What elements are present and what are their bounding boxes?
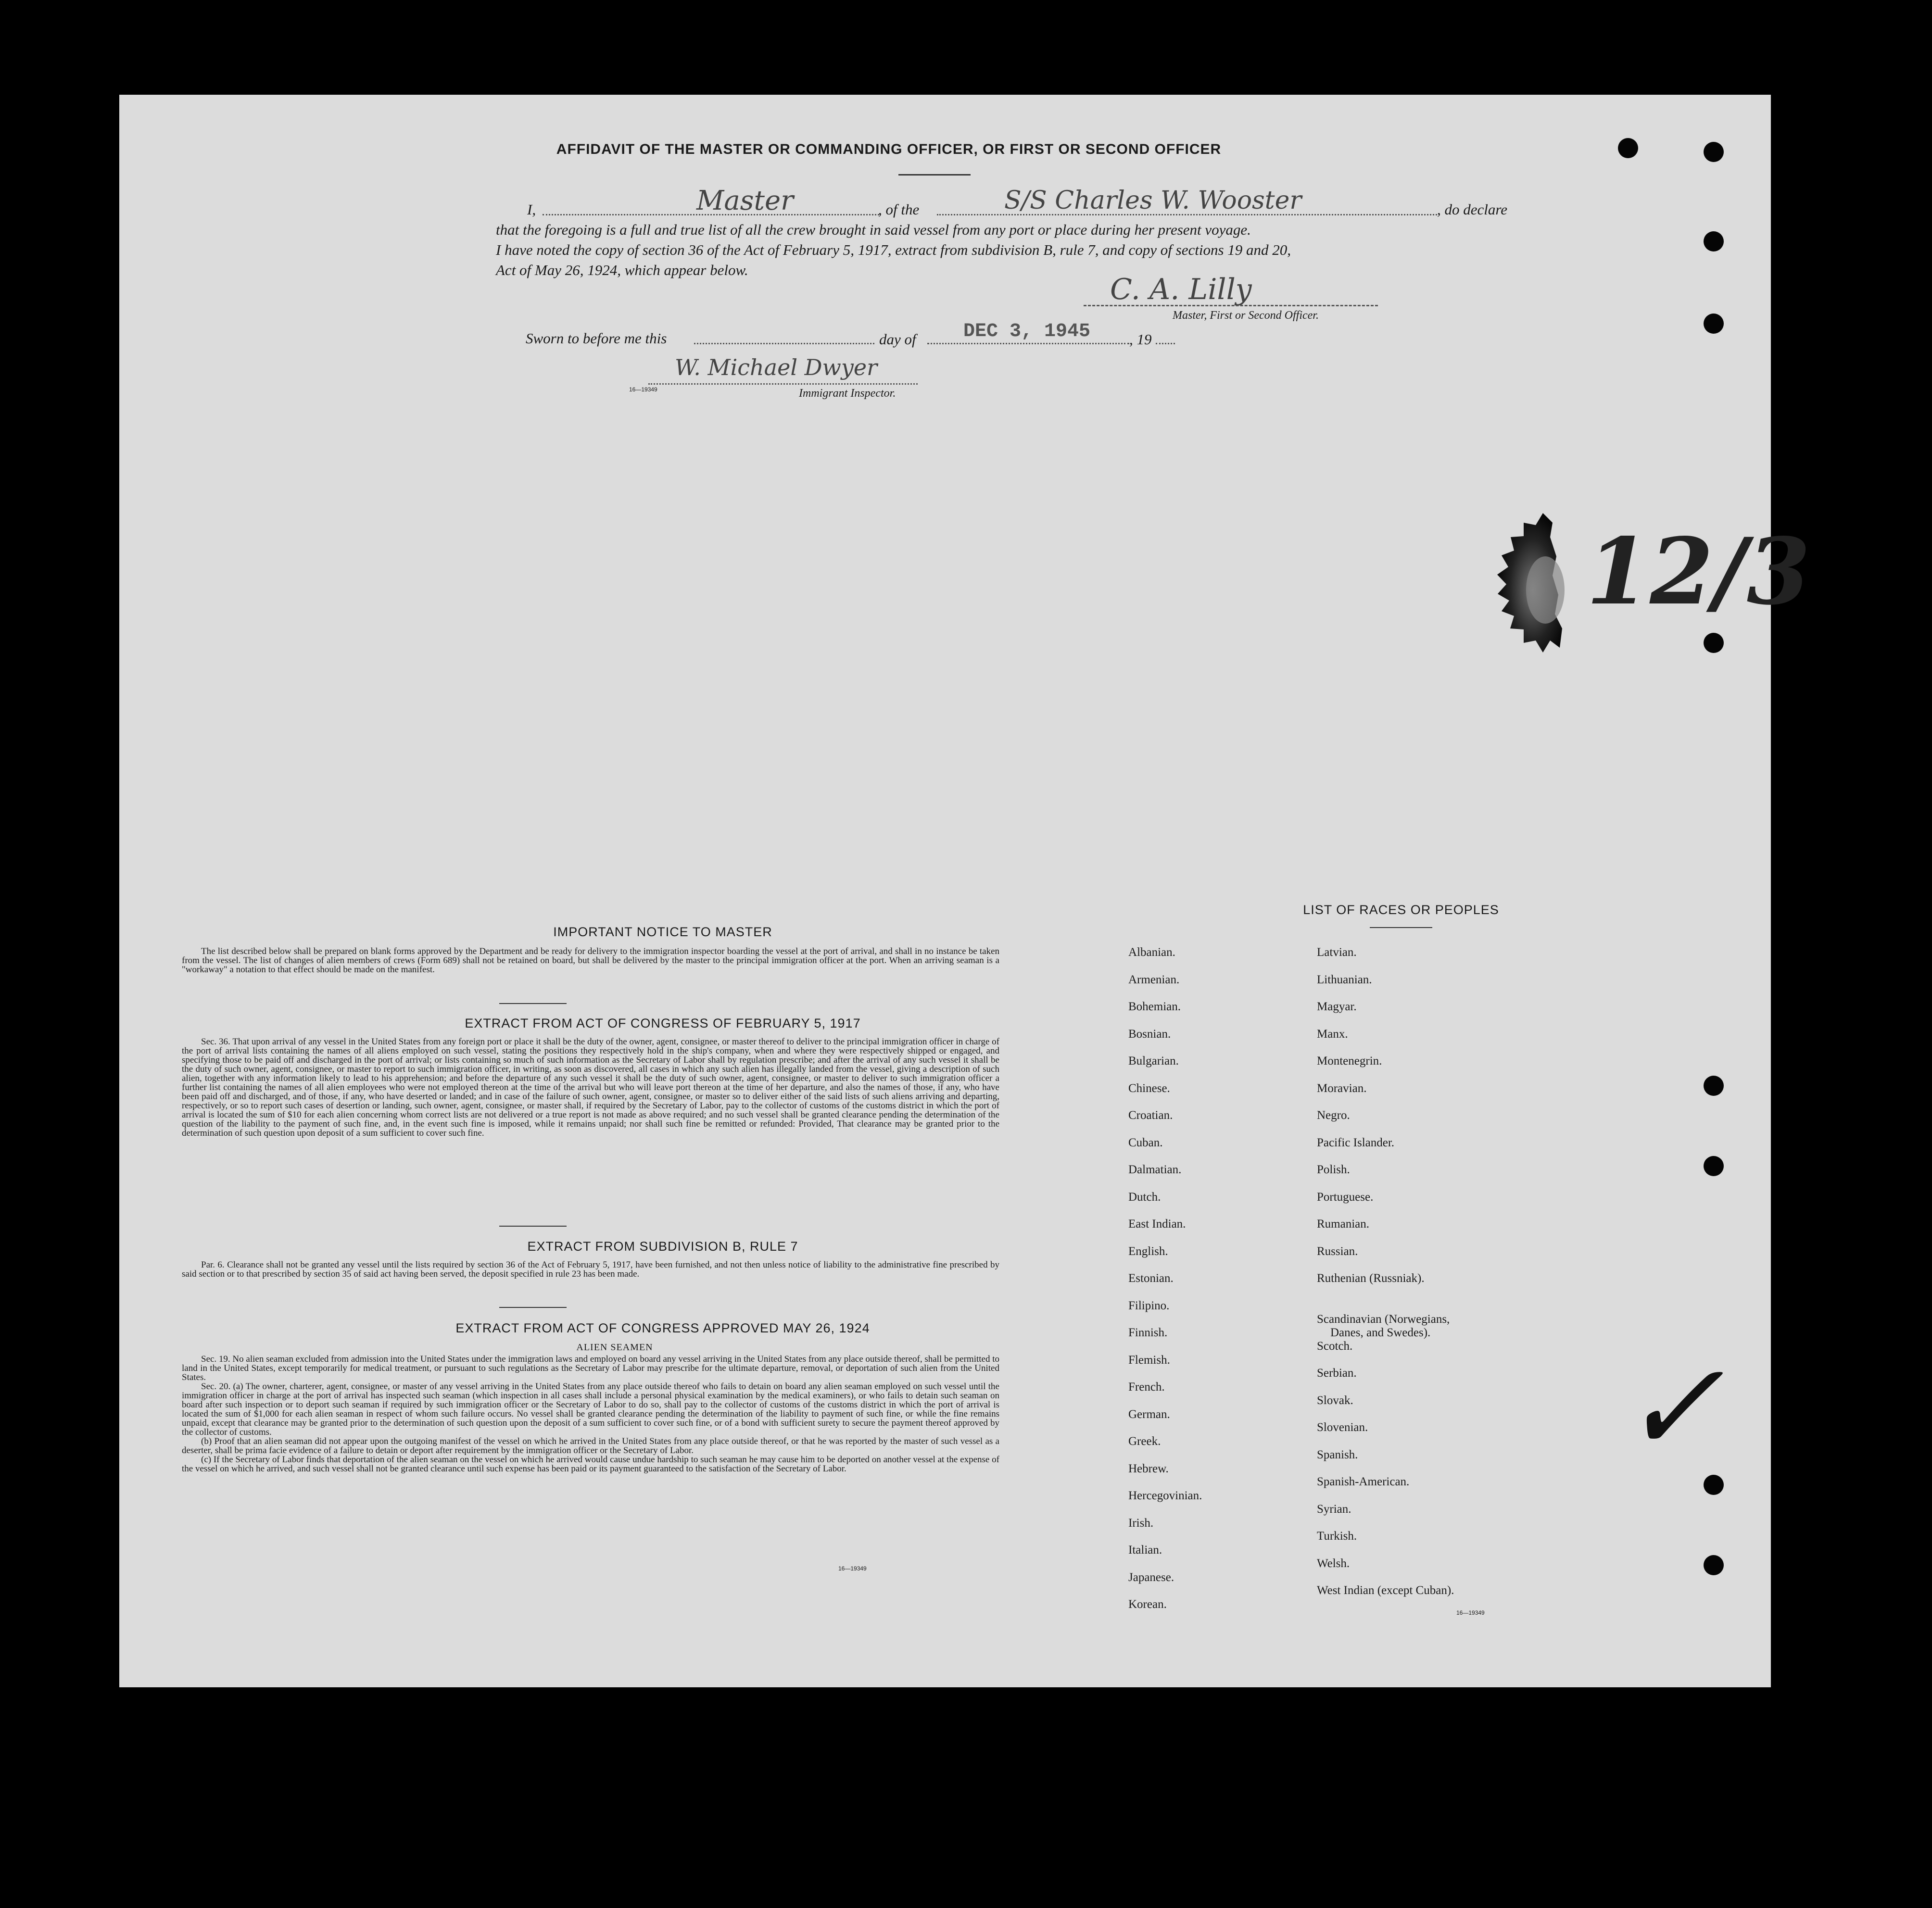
rank-handwriting: Master [696,185,794,216]
race-item: Bosnian. [1128,1027,1171,1041]
race-item: Italian. [1128,1544,1162,1557]
race-item: Scandinavian (Norwegians, [1317,1312,1450,1326]
race-item: Bohemian. [1128,1000,1181,1013]
extract-1917-text [182,1037,999,1138]
sworn-label: Sworn to before me this [526,330,667,347]
race-item: Portuguese. [1317,1190,1374,1204]
race-item: Negro. [1317,1109,1350,1122]
race-item: Armenian. [1128,973,1180,986]
punch-hole [1704,1156,1724,1176]
race-item: Welsh. [1317,1557,1350,1570]
race-item: Serbian. [1317,1367,1357,1380]
race-item: Hebrew. [1128,1462,1169,1475]
race-item: Irish. [1128,1516,1154,1530]
punch-hole [1704,633,1724,653]
race-item: Bulgarian. [1128,1054,1179,1067]
of-the-label: , of the [878,201,920,218]
race-item: Spanish-American. [1317,1475,1410,1488]
race-item: Dutch. [1128,1190,1161,1204]
punch-hole [1618,138,1638,158]
race-item: Croatian. [1128,1109,1173,1122]
race-item: West Indian (except Cuban). [1317,1584,1454,1597]
document-sheet [119,95,1811,1687]
officer-caption: Master, First or Second Officer. [1173,309,1319,322]
race-item: Syrian. [1317,1502,1351,1516]
race-item: Cuban. [1128,1136,1163,1149]
year-line [1156,343,1175,344]
separator-rule [499,1307,567,1308]
sworn-month-line [927,343,1129,344]
rule-7-text [182,1260,999,1279]
race-item: Flemish. [1128,1353,1170,1367]
punch-hole [1704,1076,1724,1096]
races-title: LIST OF RACES OR PEOPLES [1303,903,1499,917]
race-item: Montenegrin. [1317,1054,1382,1067]
races-column-2 [1317,946,1605,1611]
sworn-day-line [694,343,874,344]
check-mark: ✓ [1620,1335,1725,1481]
date-stamp: DEC 3, 1945 [963,321,1091,342]
race-item: Hercegovinian. [1128,1489,1202,1502]
race-item: Filipino. [1128,1299,1170,1312]
race-item: Polish. [1317,1163,1350,1176]
punch-hole [1704,142,1724,162]
declaration-i: I, [527,201,536,218]
section-20b-paragraph: (b) Proof that an alien seaman did not appear upon the outgoing manifest of the vessel on which he arrived in the United States from any place outside thereof, or that he was reported by the master of such vessel as a deserter, shall be prima facie evidence of a failure to detain or deport after requirement by the immigration officer or the Secretary of Labor. [182,1436,999,1456]
punch-hole [1704,231,1724,251]
affidavit-title: AFFIDAVIT OF THE MASTER OR COMMANDING OFFICER, OR FIRST OR SECOND OFFICER [556,141,1222,157]
affidavit-form-number: 16—19349 [629,386,657,393]
race-item: German. [1128,1407,1170,1421]
section-19-paragraph: Sec. 19. No alien seaman excluded from admission into the United States under the immigration laws and employed on board any vessel arriving in the United States from any place outside thereof, shall be permitted to land in the United States, except temporarily for medical treatment, or pursuant to such regulations as the Secretary of Labor may prescribe for the ultimate departure, removal, or deportation of such alien from the United States. [182,1354,999,1382]
separator-rule [499,1226,567,1227]
race-item: Slovenian. [1317,1421,1368,1434]
separator-rule [499,1003,567,1004]
race-item: Magyar. [1317,1000,1357,1013]
race-item: Danes, and Swedes). [1330,1326,1431,1339]
notice-paragraph: The list described below shall be prepared on blank forms approved by the Department and be ready for delivery to the immigration inspector boarding the vessel at the port of arrival, and shall in no instance be taken from the vessel. The list of changes of alien members of crews (Form 689) shall not be retained on board, but shall be delivered by the master to the principal immigration officer at the port. When an arriving seaman is a "workaway" a notation to that effect should be made on the manifest. [182,946,999,975]
extract-1924-text [182,1355,999,1473]
races-title-rule [1370,927,1432,928]
race-item: Pacific Islander. [1317,1136,1395,1149]
embossed-seal [1452,508,1586,672]
race-item: Finnish. [1128,1326,1168,1339]
race-item: Lithuanian. [1317,973,1372,986]
race-item: Manx. [1317,1027,1348,1041]
title-rule [898,174,971,176]
race-item: Dalmatian. [1128,1163,1182,1176]
alien-seamen-subtitle: ALIEN SEAMEN [576,1342,653,1353]
races-column-1 [1128,946,1311,1625]
race-item: Korean. [1128,1598,1167,1611]
inspector-signature: W. Michael Dwyer [675,354,878,380]
punch-hole [1704,314,1724,334]
race-item: Rumanian. [1317,1218,1370,1230]
race-item: Turkish. [1317,1530,1357,1543]
inspector-caption: Immigrant Inspector. [799,387,896,400]
rule-7-paragraph: Par. 6. Clearance shall not be granted any vessel until the lists required by section 36 of the Act of February 5, 1917, have been furnished, and not then unless notice of liability to the administrative fine prescribed by said section or to that prescribed by section 35 of said act having been served, the deposit specified in rule 23 has been made. [182,1260,999,1279]
margin-date-mark: 12/3 [1586,518,1811,625]
year-prefix: , 19 [1129,331,1152,348]
day-of-label: day of [879,331,916,348]
race-item: East Indian. [1128,1218,1186,1230]
race-item: Ruthenian (Russniak). [1317,1272,1425,1285]
notice-title: IMPORTANT NOTICE TO MASTER [553,925,772,939]
do-declare-label: , do declare [1437,201,1508,218]
race-item: Moravian. [1317,1081,1367,1095]
section-20c-paragraph: (c) If the Secretary of Labor finds that deportation of the alien seaman on the vessel on which he arrived would cause undue hardship to such seaman he may cause him to be deported on another vessel at the expense of the vessel on which he arrived, and such vessel shall not be granted clearance until such expense has been paid or its payment guaranteed to the satisfaction of the Secretary of Labor. [182,1455,999,1474]
declaration-line-4: Act of May 26, 1924, which appear below. [496,262,748,278]
race-item: Albanian. [1128,946,1175,959]
race-item: Spanish. [1317,1448,1358,1461]
race-item: Slovak. [1317,1393,1353,1407]
race-item: Chinese. [1128,1081,1170,1095]
extract-form-number: 16—19349 [838,1565,867,1572]
declaration-line-3: I have noted the copy of section 36 of the Act of February 5, 1917, extract from subdivision B, rule 7, and copy of sections 19 and 20, [496,241,1291,258]
race-item: Latvian. [1317,946,1357,959]
notice-text [182,947,999,974]
declaration-line-2: that the foregoing is a full and true list of all the crew brought in said vessel from any port or place during her present voyage. [496,221,1251,238]
vessel-handwriting: S/S Charles W. Wooster [1004,186,1302,215]
rule-7-title: EXTRACT FROM SUBDIVISION B, RULE 7 [527,1239,798,1254]
section-20a-paragraph: Sec. 20. (a) The owner, charterer, agent, consignee, or master of any vessel arriving in the United States from any place outside thereof who fails to detain on board any alien seaman employed on such vessel until the immigration officer in charge at the port of arrival has inspected such seaman (which inspection in all cases shall include a personal physical examination by the medical examiners), or who fails to detain such seaman on board after such inspection or to deport such seaman if required by such immigration officer or the Secretary of Labor to do so, shall pay to the collector of customs of the customs district in which the port of arrival is located the sum of $1,000 for each alien seaman in respect of whom such failure occurs. No vessel shall be granted clearance pending the determination of the liability to payment of such fine, or while the fine remains unpaid, except that clearance may be granted prior to the determination of such question upon the deposit of a sum sufficient to cover such fine, or of a bond with sufficient surety to secure the payment thereof approved by the collector of customs. [182,1381,999,1437]
punch-hole [1704,1555,1724,1575]
section-36-paragraph: Sec. 36. That upon arrival of any vessel in the United States from any foreign port or place it shall be the duty of the owner, agent, consignee, or master thereof to deliver to the principal immigration officer in charge of the port of arrival lists containing the names of all aliens employed on such vessel, stating the positions they respectively hold in the ship's company, when and where they were respectively shipped or engaged, and specifying those to be paid off and discharged in the port of arrival; or lists containing so much of such information as the Secretary of Labor shall by regulation prescribe; and after the arrival of any such vessel it shall be the duty of such owner, agent, consignee, or master to report to such immigration officer, in writing, as soon as discovered, all cases in which any such alien has illegally landed from the vessel, giving a description of such alien, together with any information likely to lead to his apprehension; and before the departure of any such vessel it shall be the duty of such owner, agent, consignee, or master to deliver to such immigration officer a further list containing the names of all alien employees who were not employed thereon at the time of the arrival but who will leave port thereon at the time of her departure, and also the names of those, if any, who have been paid off and discharged, and of those, if any, who have deserted or landed; and in case of the failure of such owner, agent, consignee, or master so to deliver either of the said lists of such aliens arriving and departing, respectively, or so to report such cases of desertion or landing, such owner, agent, consignee, or master shall, if required by the Secretary of Labor, pay to the collector of customs of the customs district in which the port of arrival is located the sum of $10 for each alien concerning whom correct lists are not delivered or a true report is not made as above required; and no such vessel shall be granted clearance pending the determination of the question of the liability to the payment of such fine, and, in the event such fine is imposed, while it remains unpaid; nor shall such fine be remitted or refunded: Provided, That clearance may be granted prior to the determination of such question upon deposit of a sum sufficient to cover such fine. [182,1037,999,1138]
races-form-number: 16—19349 [1456,1609,1485,1616]
extract-1924-title: EXTRACT FROM ACT OF CONGRESS APPROVED MAY 26, 1924 [455,1321,870,1335]
race-item: French. [1128,1381,1165,1393]
extract-1917-title: EXTRACT FROM ACT OF CONGRESS OF FEBRUARY 5, 1917 [465,1016,861,1030]
race-item: English. [1128,1244,1168,1258]
race-item: Russian. [1317,1244,1358,1258]
officer-signature: C. A. Lilly [1110,273,1252,306]
race-item: Estonian. [1128,1272,1174,1285]
race-item: Greek. [1128,1435,1161,1448]
race-item: Japanese. [1128,1570,1174,1584]
race-item: Scotch. [1317,1339,1353,1353]
